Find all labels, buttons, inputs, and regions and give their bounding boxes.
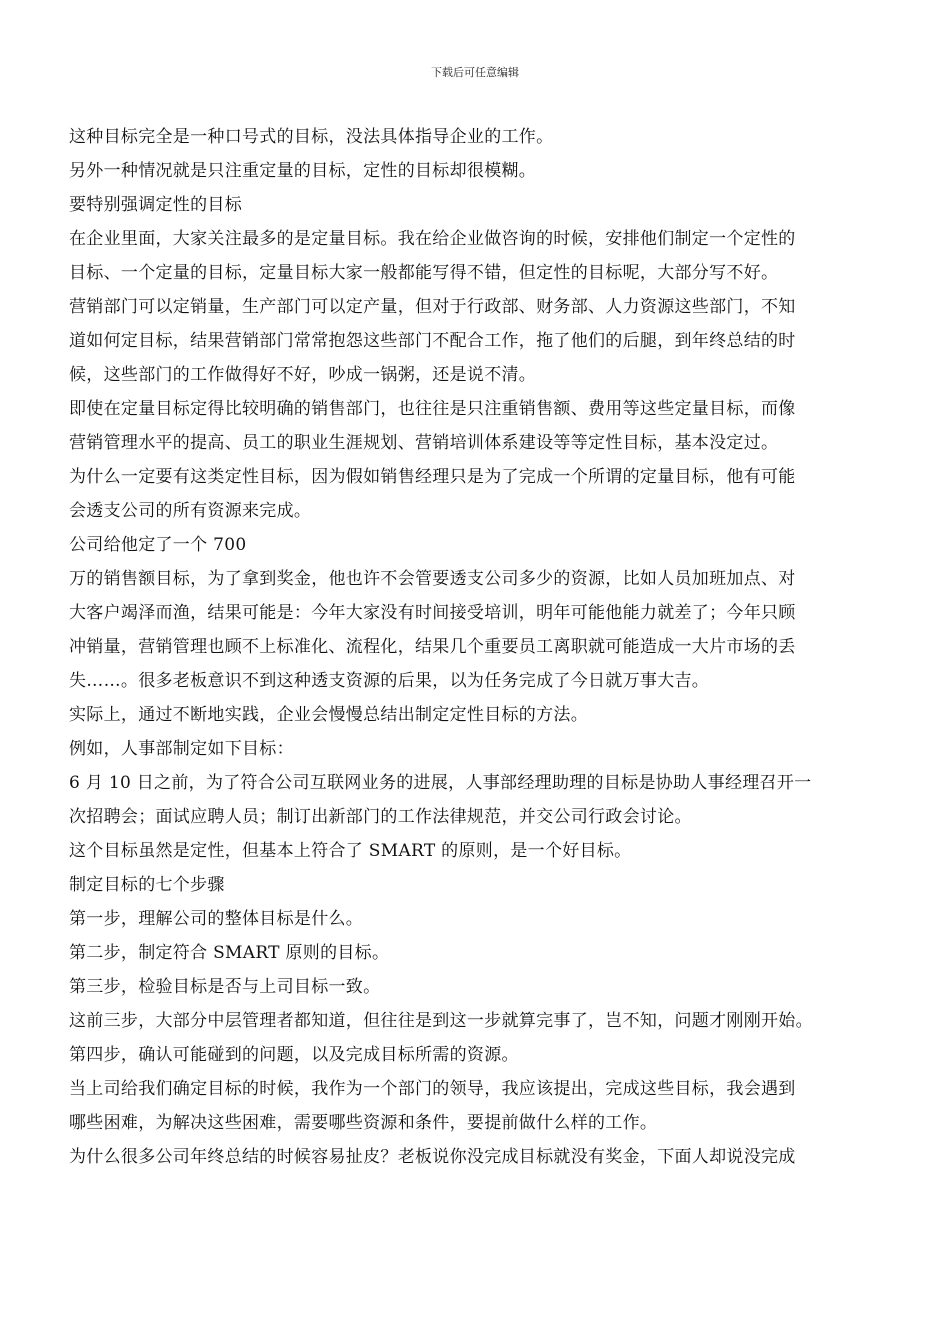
text-line: 实际上，通过不断地实践，企业会慢慢总结出制定定性目标的方法。 (69, 705, 588, 725)
text-line: 道如何定目标，结果营销部门常常抱怨这些部门不配合工作，拖了他们的后腿，到年终总结的时 (69, 331, 796, 351)
text-line: 大客户竭泽而渔，结果可能是：今年大家没有时间接受培训，明年可能他能力就差了；今年只顾 (69, 603, 796, 623)
text-line: 第一步，理解公司的整体目标是什么。 (69, 909, 364, 929)
document-body (69, 120, 881, 1174)
text-line: 哪些困难，为解决这些困难，需要哪些资源和条件，要提前做什么样的工作。 (69, 1113, 658, 1133)
text-line: 失……。很多老板意识不到这种透支资源的后果，以为任务完成了今日就万事大吉。 (69, 671, 710, 691)
text-line: 万的销售额目标，为了拿到奖金，他也许不会管要透支公司多少的资源，比如人员加班加点、对 (69, 569, 796, 589)
text-line: 目标、一个定量的目标，定量目标大家一般都能写得不错，但定性的目标呢，大部分写不好。 (69, 263, 779, 283)
text-line: 当上司给我们确定目标的时候，我作为一个部门的领导，我应该提出，完成这些目标，我会遇到 (69, 1079, 796, 1099)
section-heading: 制定目标的七个步骤 (69, 875, 225, 895)
text-line: 这种目标完全是一种口号式的目标，没法具体指导企业的工作。 (69, 127, 554, 147)
text-line: 这前三步，大部分中层管理者都知道，但往往是到这一步就算完事了，岂不知，问题才刚刚开始。 (69, 1011, 813, 1031)
text-line: 次招聘会；面试应聘人员；制订出新部门的工作法律规范，并交公司行政会讨论。 (69, 807, 692, 827)
text-line: 第二步，制定符合 SMART 原则的目标。 (69, 943, 390, 963)
text-line: 另外一种情况就是只注重定量的目标，定性的目标却很模糊。 (69, 161, 537, 181)
text-line: 例如，人事部制定如下目标： (69, 739, 294, 759)
section-heading: 要特别强调定性的目标 (69, 195, 242, 215)
text-line: 冲销量，营销管理也顾不上标准化、流程化，结果几个重要员工离职就可能造成一大片市场的丢 (69, 637, 796, 657)
text-line: 公司给他定了一个 700 (69, 535, 247, 555)
text-line: 6 月 10 日之前，为了符合公司互联网业务的进展，人事部经理助理的目标是协助人事经理召开一 (69, 773, 812, 793)
text-line: 第四步，确认可能碰到的问题，以及完成目标所需的资源。 (69, 1045, 519, 1065)
text-line: 即使在定量目标定得比较明确的销售部门，也往往是只注重销售额、费用等这些定量目标，而像 (69, 399, 796, 419)
text-line: 营销部门可以定销量，生产部门可以定产量，但对于行政部、财务部、人力资源这些部门，不知 (69, 297, 796, 317)
text-line: 营销管理水平的提高、员工的职业生涯规划、营销培训体系建设等等定性目标，基本没定过。 (69, 433, 779, 453)
text-line: 为什么一定要有这类定性目标，因为假如销售经理只是为了完成一个所谓的定量目标，他有可能 (69, 467, 796, 487)
text-line: 会透支公司的所有资源来完成。 (69, 501, 312, 521)
text-line: 为什么很多公司年终总结的时候容易扯皮？老板说你没完成目标就没有奖金，下面人却说没完成 (69, 1147, 796, 1167)
text-line: 候，这些部门的工作做得好不好，吵成一锅粥，还是说不清。 (69, 365, 537, 385)
page-header: 下载后可任意编辑 (431, 66, 519, 79)
text-line: 这个目标虽然是定性，但基本上符合了 SMART 的原则，是一个好目标。 (69, 841, 632, 861)
text-line: 第三步，检验目标是否与上司目标一致。 (69, 977, 381, 997)
text-line: 在企业里面，大家关注最多的是定量目标。我在给企业做咨询的时候，安排他们制定一个定性的 (69, 229, 796, 249)
